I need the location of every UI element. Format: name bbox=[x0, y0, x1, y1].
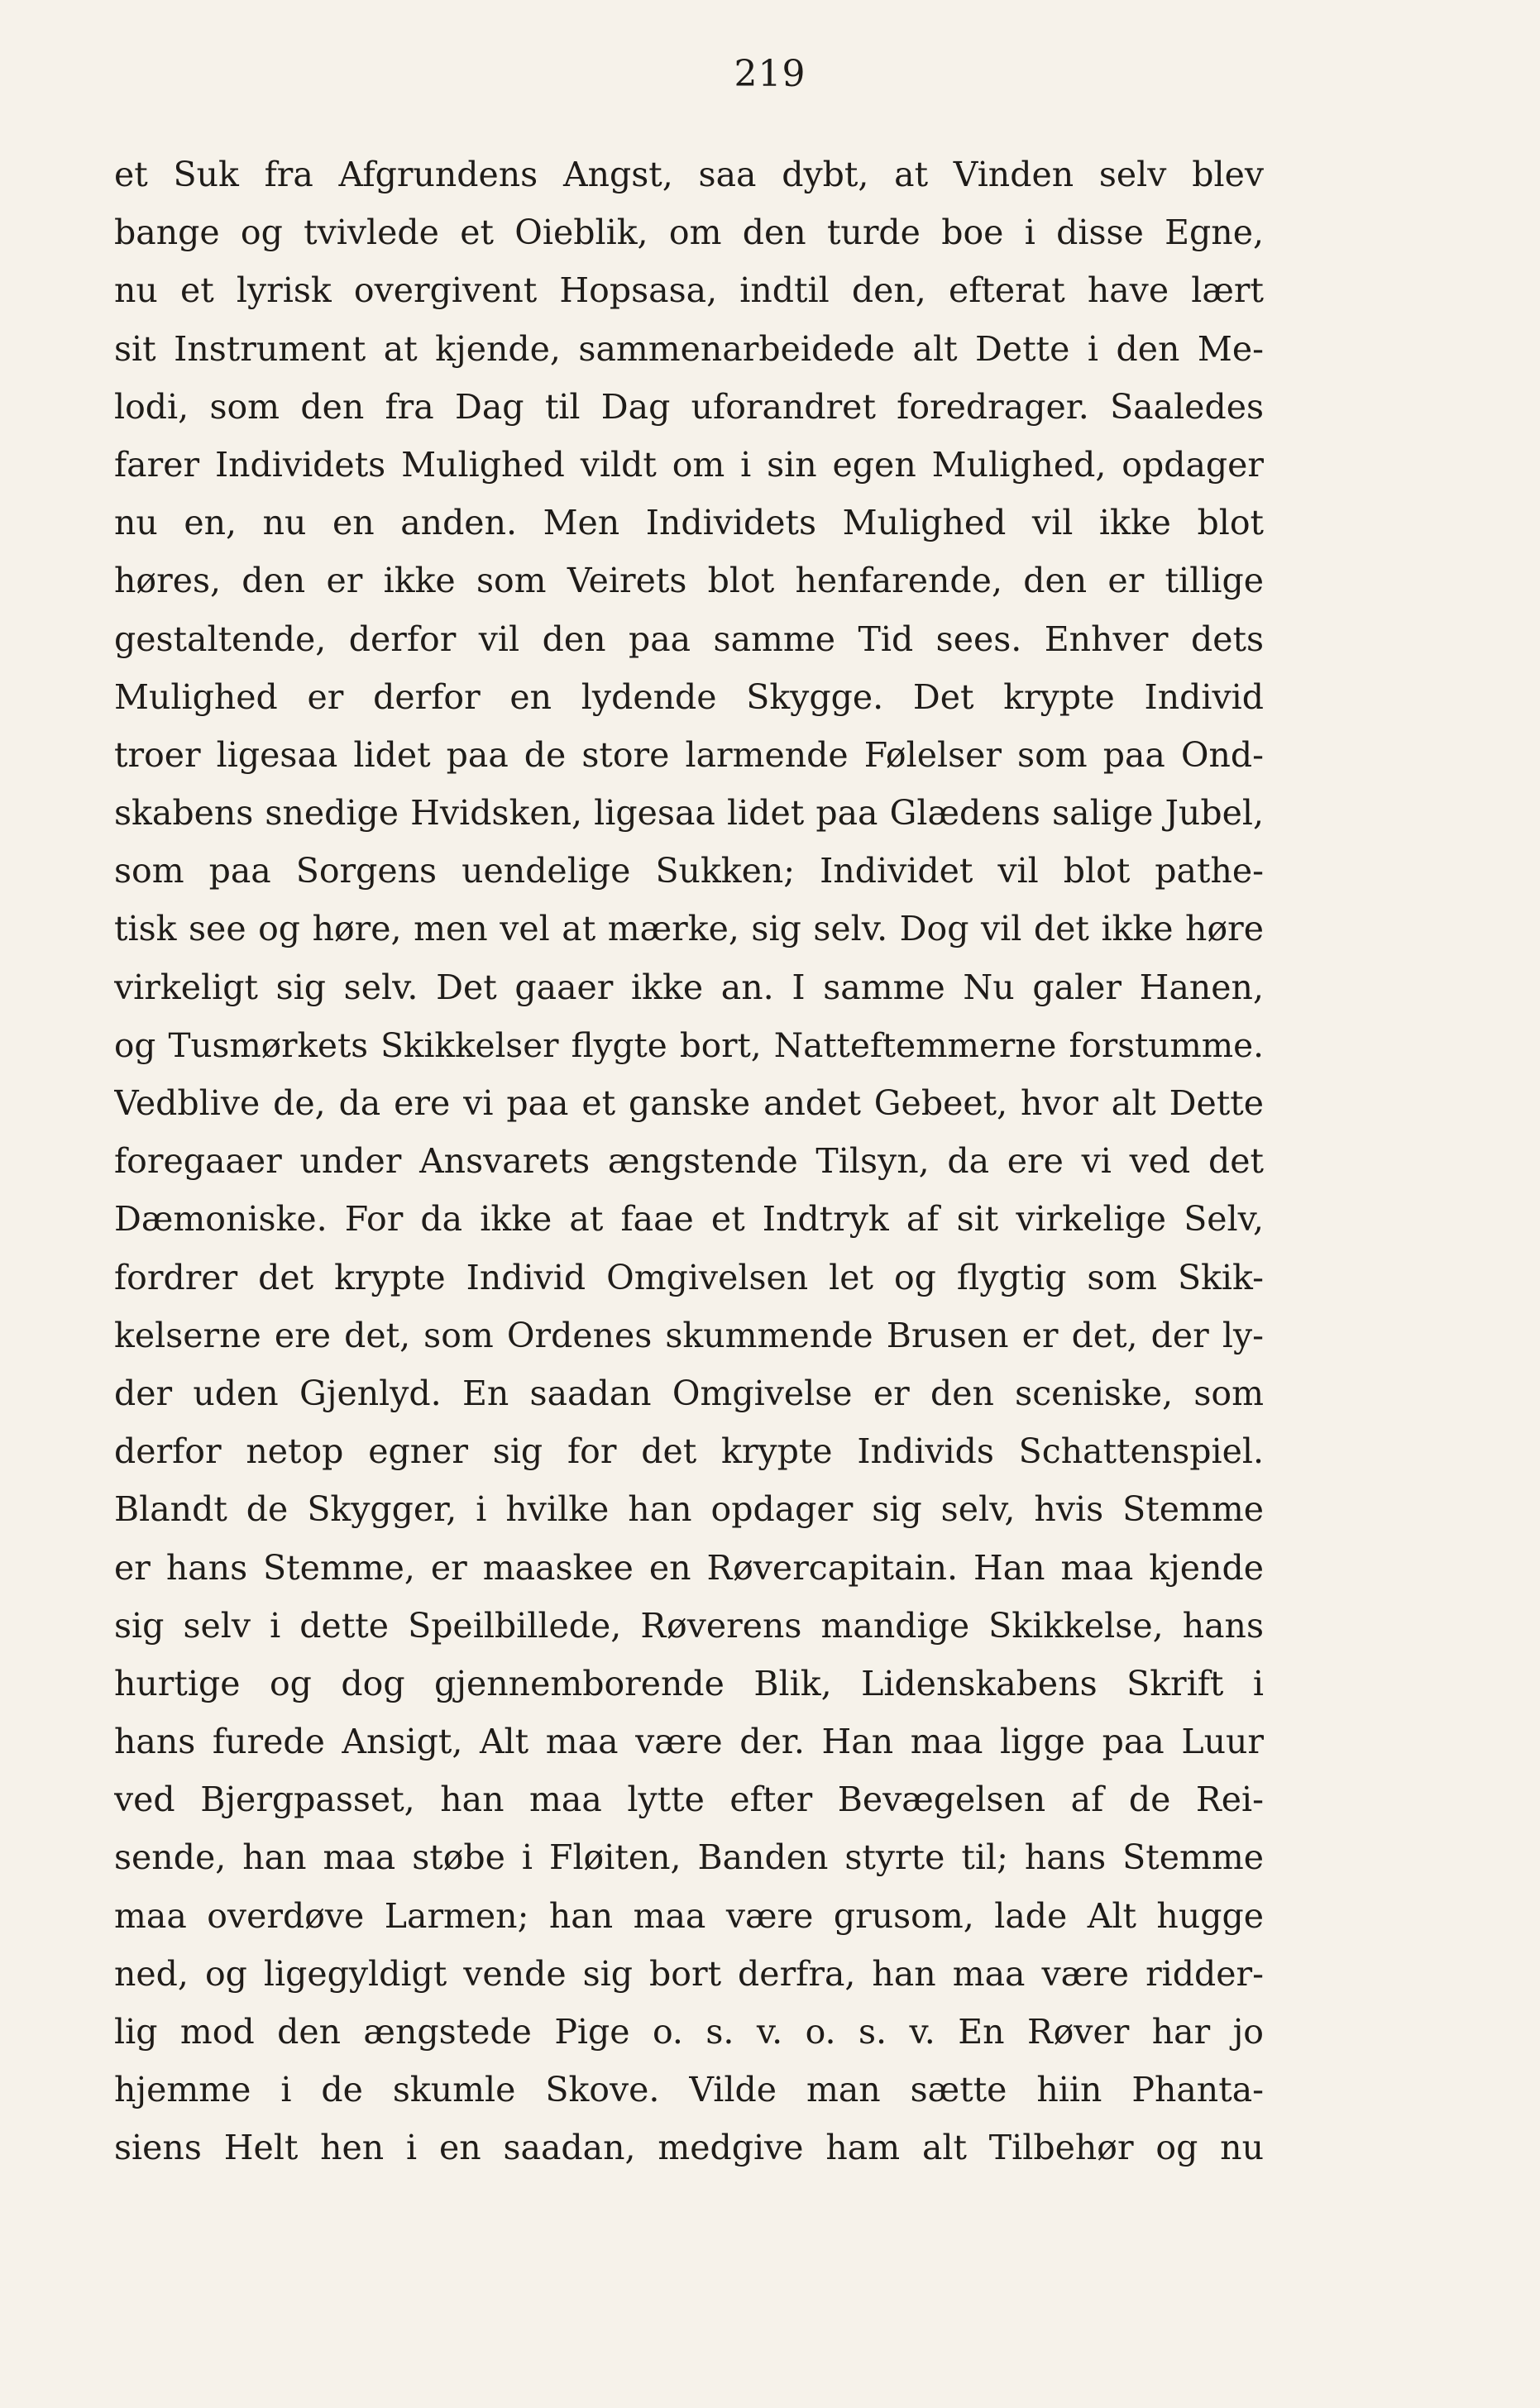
text-line: Blandt de Skygger, i hvilke han opdager sig selv, hvis Stemme bbox=[114, 1489, 1264, 1530]
text-line: skabens snedige Hvidsken, ligesaa lidet paa Glædens salige Jubel, bbox=[114, 793, 1264, 834]
text-line: siens Helt hen i en saadan, medgive ham alt Tilbehør og nu bbox=[114, 2128, 1264, 2168]
text-line: sende, han maa støbe i Fløiten, Banden styrte til; hans Stemme bbox=[114, 1837, 1264, 1878]
text-line: tisk see og høre, men vel at mærke, sig selv. Dog vil det ikke høre bbox=[114, 909, 1264, 949]
text-line: gestaltende, derfor vil den paa samme Tid sees. Enhver dets bbox=[114, 619, 1264, 659]
text-line: Mulighed er derfor en lydende Skygge. Det krypte Individ bbox=[114, 676, 1264, 717]
text-line: bange og tvivlede et Oieblik, om den turde boe i disse Egne, bbox=[114, 213, 1264, 253]
text-line: der uden Gjenlyd. En saadan Omgivelse er den sceniske, som bbox=[114, 1373, 1264, 1413]
text-line: kelserne ere det, som Ordenes skummende Brusen er det, der ly- bbox=[114, 1315, 1264, 1355]
text-line: ned, og ligegyldigt vende sig bort derfra, han maa være ridder- bbox=[114, 1953, 1264, 1994]
text-line: virkeligt sig selv. Det gaaer ikke an. I samme Nu galer Hanen, bbox=[114, 967, 1264, 1007]
text-line: hans furede Ansigt, Alt maa være der. Han maa ligge paa Luur bbox=[114, 1722, 1264, 1762]
text-line: og Tusmørkets Skikkelser flygte bort, Natteftemmerne forstumme. bbox=[114, 1025, 1264, 1065]
text-line: Dæmoniske. For da ikke at faae et Indtryk af sit virkelige Selv, bbox=[114, 1199, 1264, 1240]
text-line: Vedblive de, da ere vi paa et ganske andet Gebeet, hvor alt Dette bbox=[114, 1083, 1264, 1123]
text-line: nu en, nu en anden. Men Individets Mulighed vil ikke blot bbox=[114, 503, 1264, 543]
text-line: høres, den er ikke som Veirets blot henfarende, den er tillige bbox=[114, 561, 1264, 601]
text-line: hurtige og dog gjennemborende Blik, Lidenskabens Skrift i bbox=[114, 1663, 1264, 1703]
text-line: lig mod den ængstede Pige o. s. v. o. s. v. En Røver har jo bbox=[114, 2012, 1264, 2052]
text-line: som paa Sorgens uendelige Sukken; Individet vil blot pathe- bbox=[114, 851, 1264, 891]
text-line: troer ligesaa lidet paa de store larmende Følelser som paa Ond- bbox=[114, 734, 1264, 775]
text-line: hjemme i de skumle Skove. Vilde man sætte hiin Phanta- bbox=[114, 2070, 1264, 2110]
text-line: er hans Stemme, er maaskee en Røvercapitain. Han maa kjende bbox=[114, 1547, 1264, 1588]
text-line: lodi, som den fra Dag til Dag uforandret foredrager. Saaledes bbox=[114, 386, 1264, 427]
text-line: foregaaer under Ansvarets ængstende Tilsyn, da ere vi ved det bbox=[114, 1141, 1264, 1182]
text-line: maa overdøve Larmen; han maa være grusom, lade Alt hugge bbox=[114, 1895, 1264, 1936]
text-line: derfor netop egner sig for det krypte Individs Schattenspiel. bbox=[114, 1431, 1264, 1472]
text-line: sig selv i dette Speilbillede, Røverens mandige Skikkelse, hans bbox=[114, 1605, 1264, 1646]
text-line: sit Instrument at kjende, sammenarbeidede alt Dette i den Me- bbox=[114, 328, 1264, 369]
text-line: nu et lyrisk overgivent Hopsasa, indtil den, efterat have lært bbox=[114, 270, 1264, 311]
text-line: et Suk fra Afgrundens Angst, saa dybt, at Vinden selv blev bbox=[114, 155, 1264, 194]
text-line: fordrer det krypte Individ Omgivelsen let og flygtig som Skik- bbox=[114, 1257, 1264, 1297]
body-text bbox=[114, 146, 1264, 2177]
text-line: farer Individets Mulighed vildt om i sin egen Mulighed, opdager bbox=[114, 444, 1264, 485]
text-line: ved Bjergpasset, han maa lytte efter Bevægelsen af de Rei- bbox=[114, 1780, 1264, 1820]
page-number: 219 bbox=[734, 53, 806, 95]
